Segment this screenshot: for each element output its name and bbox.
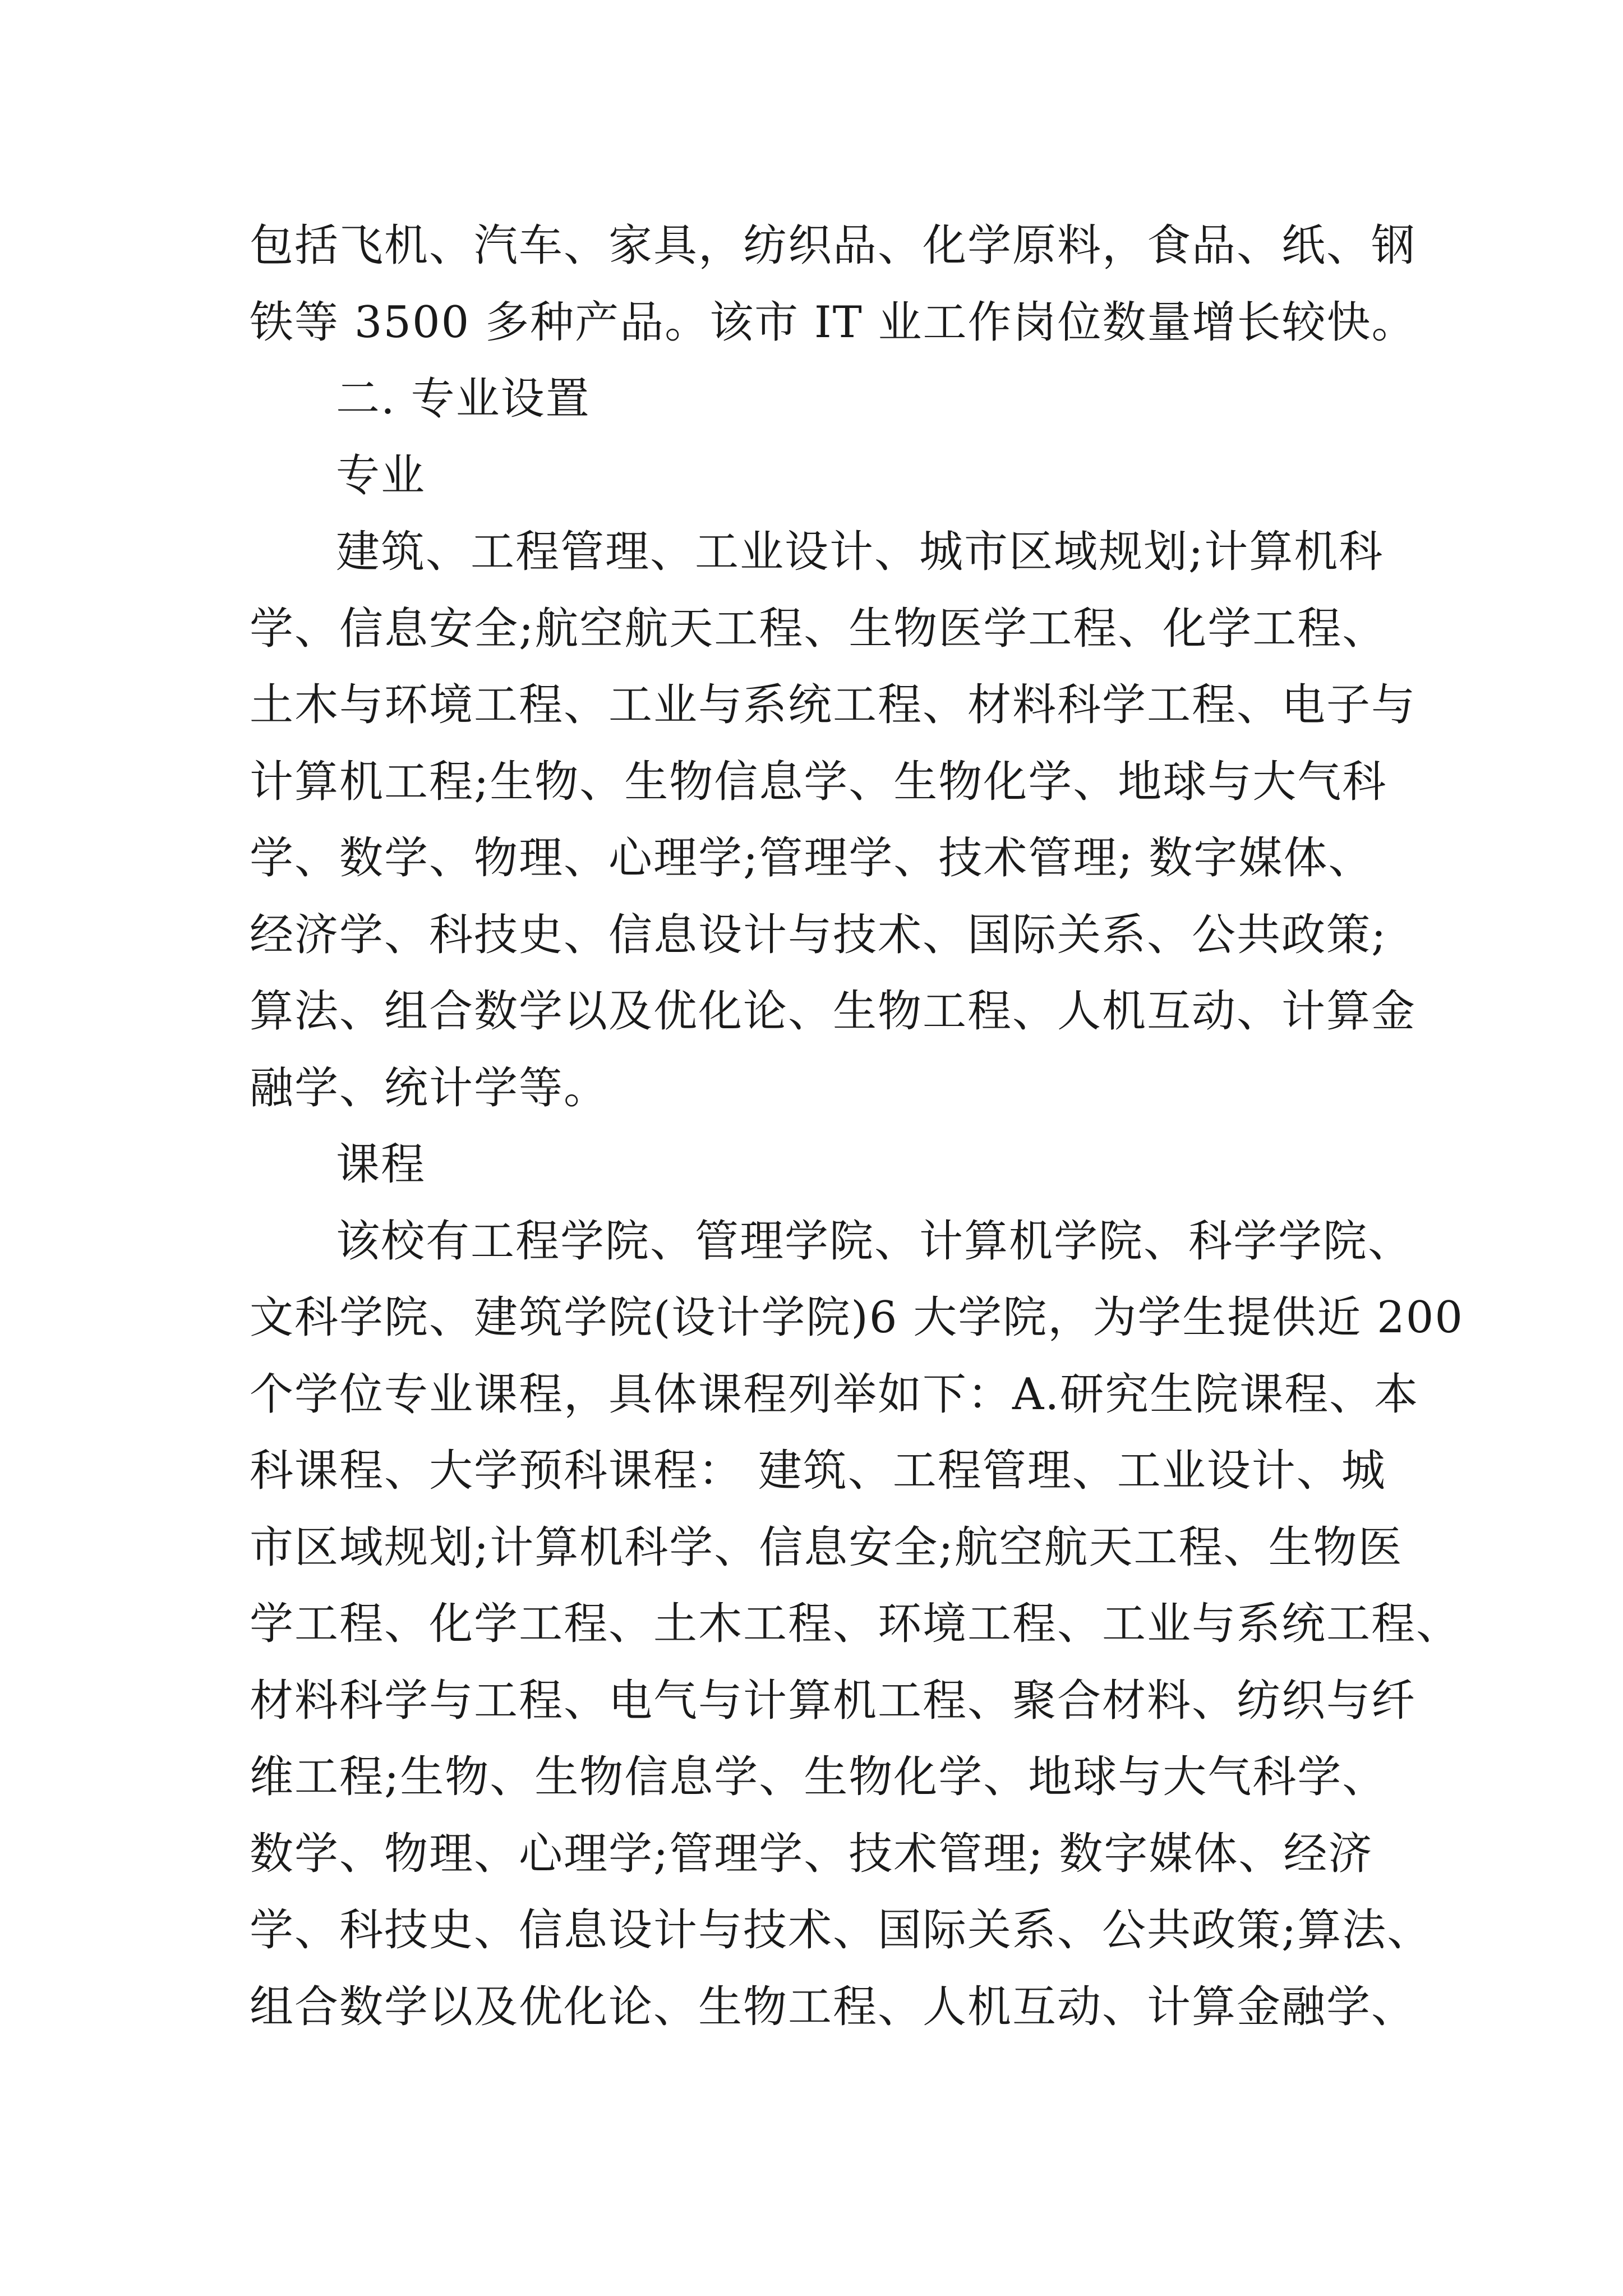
section-heading: 二. 专业设置 (336, 374, 591, 424)
text-line: 学、信息安全;航空航天工程、生物医学工程、化学工程、 (250, 603, 1387, 654)
text-line: 经济学、科技史、信息设计与技术、国际关系、公共政策; (250, 909, 1387, 960)
text-line: 包括飞机、汽车、家具，纺织品、化学原料，食品、纸、钢 (250, 220, 1417, 271)
text-line: 建筑、工程管理、工业设计、城市区域规划;计算机科 (336, 527, 1384, 577)
subheading-majors: 专业 (336, 450, 426, 501)
text-line: 组合数学以及优化论、生物工程、人机互动、计算金融学、 (250, 1981, 1417, 2032)
text-line: 科课程、大学预科课程： 建筑、工程管理、工业设计、城 (250, 1446, 1386, 1496)
text-line: 材料科学与工程、电气与计算机工程、聚合材料、纺织与纤 (250, 1675, 1417, 1726)
text-line: 铁等 3500 多种产品。该市 IT 业工作岗位数量增长较快。 (250, 297, 1417, 348)
subheading-courses: 课程 (336, 1139, 426, 1190)
text-line: 算法、组合数学以及优化论、生物工程、人机互动、计算金 (250, 986, 1417, 1037)
text-line: 数学、物理、心理学;管理学、技术管理; 数字媒体、经济 (250, 1828, 1373, 1879)
text-line: 个学位专业课程，具体课程列举如下：A.研究生院课程、本 (250, 1369, 1419, 1420)
text-line: 该校有工程学院、管理学院、计算机学院、科学学院、 (336, 1216, 1413, 1267)
text-line: 融学、统计学等。 (250, 1062, 609, 1114)
text-line: 计算机工程;生物、生物信息学、生物化学、地球与大气科 (250, 756, 1387, 807)
text-line: 文科学院、建筑学院(设计学院)6 大学院，为学生提供近 200 (250, 1292, 1464, 1343)
text-line: 市区域规划;计算机科学、信息安全;航空航天工程、生物医 (250, 1522, 1403, 1573)
text-line: 维工程;生物、生物信息学、生物化学、地球与大气科学、 (250, 1752, 1387, 1802)
text-line: 学、数学、物理、心理学;管理学、技术管理; 数字媒体、 (250, 833, 1373, 884)
text-line: 土木与环境工程、工业与系统工程、材料科学工程、电子与 (250, 680, 1417, 730)
text-line: 学工程、化学工程、土木工程、环境工程、工业与系统工程、 (250, 1599, 1461, 1649)
text-line: 学、科技史、信息设计与技术、国际关系、公共政策;算法、 (250, 1905, 1432, 1955)
body-text (250, 208, 1464, 2045)
